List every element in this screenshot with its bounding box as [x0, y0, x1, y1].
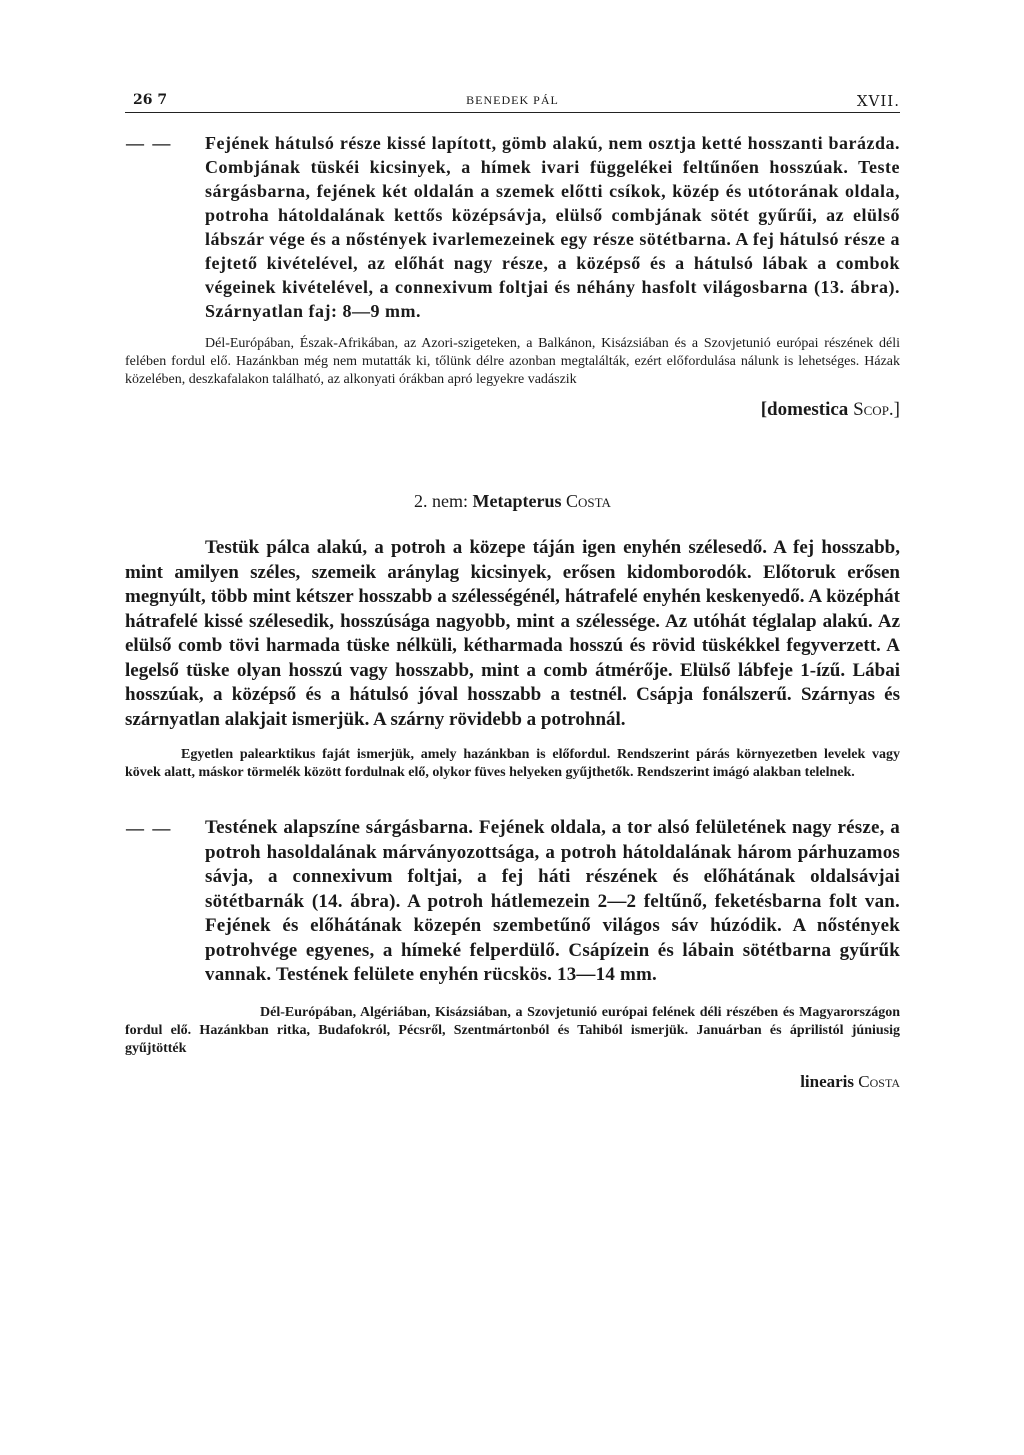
genus-description: Testük pálca alakú, a potroh a közepe táján igen enyhén szélesedő. A fej hosszabb, mint amilyen széles, szemeik aránylag kicsinyek, erősen kidomborodók. Előtoruk erősen megnyúlt, több mint kétszer hosszabb a szélességénél, hátrafelé enyhén keskenyedő. A középhát hátrafelé kissé szélesedik, hosszúsága nagyobb, mint a szélessége. Az utóhát téglalap alakú. Az elülső comb tövi harmada tüske nélküli, kétharmada hosszú és rövid tüskékkel fegyverzett. A legelső tüske olyan hosszú vagy hosszabb, mint a comb átmérője. Elülső lábfeje 1-ízű. Lábai hosszúak, a középső és a hátulsó jóval hosszabb a testnél. Csápja fonálszerű. Szárnyas és szárnyatlan alakjait ismerjük. A szárny rövidebb a potrohnál.	[125, 537, 900, 730]
page-content	[125, 88, 900, 1092]
running-header	[125, 88, 900, 113]
key-dash: — —	[125, 131, 172, 155]
species-name-1	[125, 399, 900, 421]
genus-name: Metapterus	[472, 491, 562, 511]
key-couplet-1-text: Fejének hátulsó része kissé lapított, gömb alakú, nem osztja ketté hosszanti barázda. Combjának tüskéi kicsinyek, a hímek ivari függelékei feltűnően hosszúak. Teste sárgásbarna, fejének két oldalán a szemek előtti csíkok, közép és utótorának oldala, potroha hátoldalának kettős középsávja, elülső combjának sötét gyűrűi, az elülső lábszár vége és a nőstények ivarlemezeinek egy része sötétbarna. A fej hátulsó része a fejtető kivételével, az előhát nagy része, a középső és a hátulsó lábak a combok végeinek kivételével, a connexivum foltjai és néhány hasfolt világosbarna (13. ábra). Szárnyatlan faj: 8—9 mm.	[205, 133, 900, 321]
genus-note: Egyetlen palearktikus faját ismerjük, amely hazánkban is előfordul. Rendszerint párás környezetben levelek vagy kövek alatt, máskor törmelék között fordulnak elő, olykor füves helyeken gyűjthetők. Rendszerint imágó alakban telelnek.	[125, 747, 900, 780]
genus-number: 2. nem:	[414, 491, 469, 511]
species-authority: Scop.]	[853, 399, 900, 420]
genus-authority: Costa	[566, 491, 611, 511]
species-authority: Costa	[858, 1071, 900, 1091]
page-number: 26 7	[133, 92, 168, 108]
distribution-note-1: Dél-Európában, Észak-Afrikában, az Azori-szigeteken, a Balkánon, Kisázsiában és a Szovjetunió európai részének déli felében fordul elő. Hazánkban még nem mutatták ki, tőlünk délre azonban megtalálták, ezért előfordulása nálunk is lehetséges. Házak közelében, deszkafalakon található, az alkonyati órákban apró legyekre vadászik	[125, 336, 900, 387]
chapter-number: XVII.	[856, 92, 900, 110]
distribution-note-2: Dél-Európában, Algériában, Kisázsiában, a Szovjetunió európai felének déli részében és Magyarországon fordul elő. Hazánkban ritka, Budafokról, Pécsről, Szentmártonból és Tahiból ismerjük. Januárban és áprilistól júniusig gyűjtötték	[125, 1004, 900, 1056]
key-couplet-2	[125, 816, 900, 988]
key-dash: — —	[125, 816, 172, 840]
running-head-author: BENEDEK PÁL	[466, 93, 559, 107]
key-couplet-1	[125, 131, 900, 323]
genus-heading	[125, 491, 900, 512]
species-epithet: [domestica	[760, 399, 849, 420]
species-name-2	[125, 1072, 900, 1092]
species-epithet: linearis	[800, 1071, 855, 1091]
key-couplet-2-text: Testének alapszíne sárgásbarna. Fejének oldala, a tor alsó felületének nagy része, a potroh hasoldalának márványozottsága, a potroh hátoldalának három párhuzamos sávja, a connexivum foltjai, a fej háti részének és előhátának oldalsávjai sötétbarnák (14. ábra). A potroh hátlemezein 2—2 feltűnő, feketésbarna folt van. Fejének és előhátának közepén szembetűnő világos sáv húzódik. A nőstények potrohvége egyenes, a hímeké felperdülő. Csápízein és lábain sötétbarna gyűrűk vannak. Testének felülete enyhén rücskös. 13—14 mm.	[205, 817, 900, 985]
